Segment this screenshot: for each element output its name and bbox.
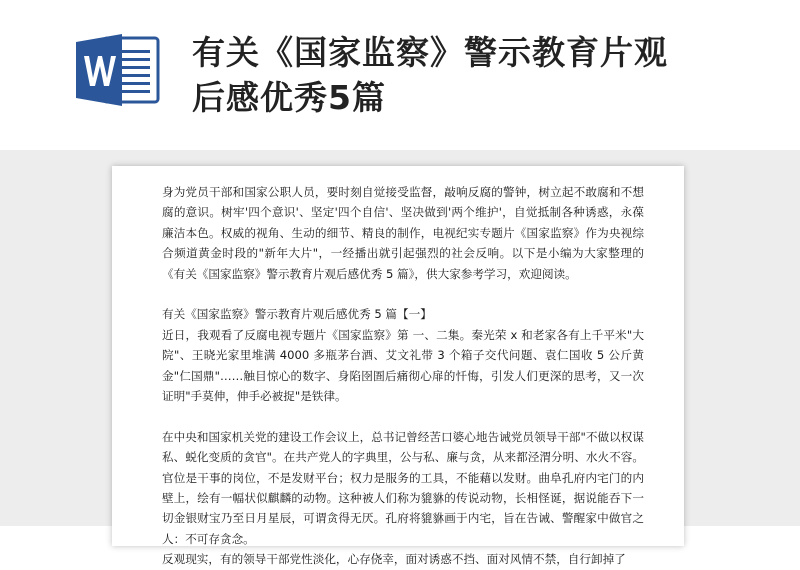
page-title — [192, 30, 752, 120]
blank-line — [162, 406, 644, 426]
title-line-2: 后感优秀5篇 — [192, 78, 386, 117]
intro-paragraph: 身为党员干部和国家公职人员，要时刻自觉接受监督，敲响反腐的警钟，树立起不敢腐和不想腐的意识。树牢'四个意识'、坚定'四个自信'、坚决做到'两个维护'，自觉抵制各种诱惑，永葆廉洁本色。权威的视角、生动的细节、精良的制作，电视纪实专题片《国家监察》作为央视综合频道黄金时段的"新年大片"，一经播出就引起强烈的社会反响。以下是小编为大家整理的《有关《国家监察》警示教育片观后感优秀 5 篇》，供大家参考学习，欢迎阅读。 — [162, 185, 644, 281]
body-paragraph: 反观现实，有的领导干部党性淡化，心存侥幸，面对诱惑不挡、面对风情不禁，自行卸掉了 — [162, 552, 626, 567]
body-paragraph: 近日，我观看了反腐电视专题片《国家监察》第 一、二集。秦光荣 x 和老家各有上千平米"大院"、王晓光家里堆满 4000 多瓶茅台酒、艾文礼带 3 个箱子交代问题、袁仁国收 5 公斤黄金"仁国鼎"……触目惊心的数字、身陷囹圄后痛彻心扉的忏悔，引发人们更深的思考，又一次证明"手莫伸，伸手必被捉"是铁律。 — [162, 327, 644, 404]
body-paragraph: 在中央和国家机关党的建设工作会议上，总书记曾经苦口婆心地告诫党员领导干部"不做以权谋私、蜕化变质的贪官"。在共产党人的字典里，公与私、廉与贪，从来都泾渭分明、水火不容。官位是干事的岗位，不是发财平台；权力是服务的工具，不能藉以发财。曲阜孔府内宅门的内壁上，绘有一幅状似麒麟的动物。这种被人们称为貔貅的传说动物，长相怪诞，据说能吞下一切金银财宝乃至日月星辰，可谓贪得无厌。孔府将貔貅画于内宅，旨在告诫、警醒家中做官之人：不可存贪念。 — [162, 429, 644, 546]
section-heading: 有关《国家监察》警示教育片观后感优秀 5 篇【一】 — [162, 307, 432, 322]
word-document-icon — [74, 32, 164, 108]
document-body — [162, 182, 644, 570]
blank-line — [162, 284, 644, 304]
title-line-1: 有关《国家监察》警示教育片观 — [192, 33, 668, 72]
document-header — [0, 0, 800, 150]
document-page[interactable] — [112, 166, 684, 567]
